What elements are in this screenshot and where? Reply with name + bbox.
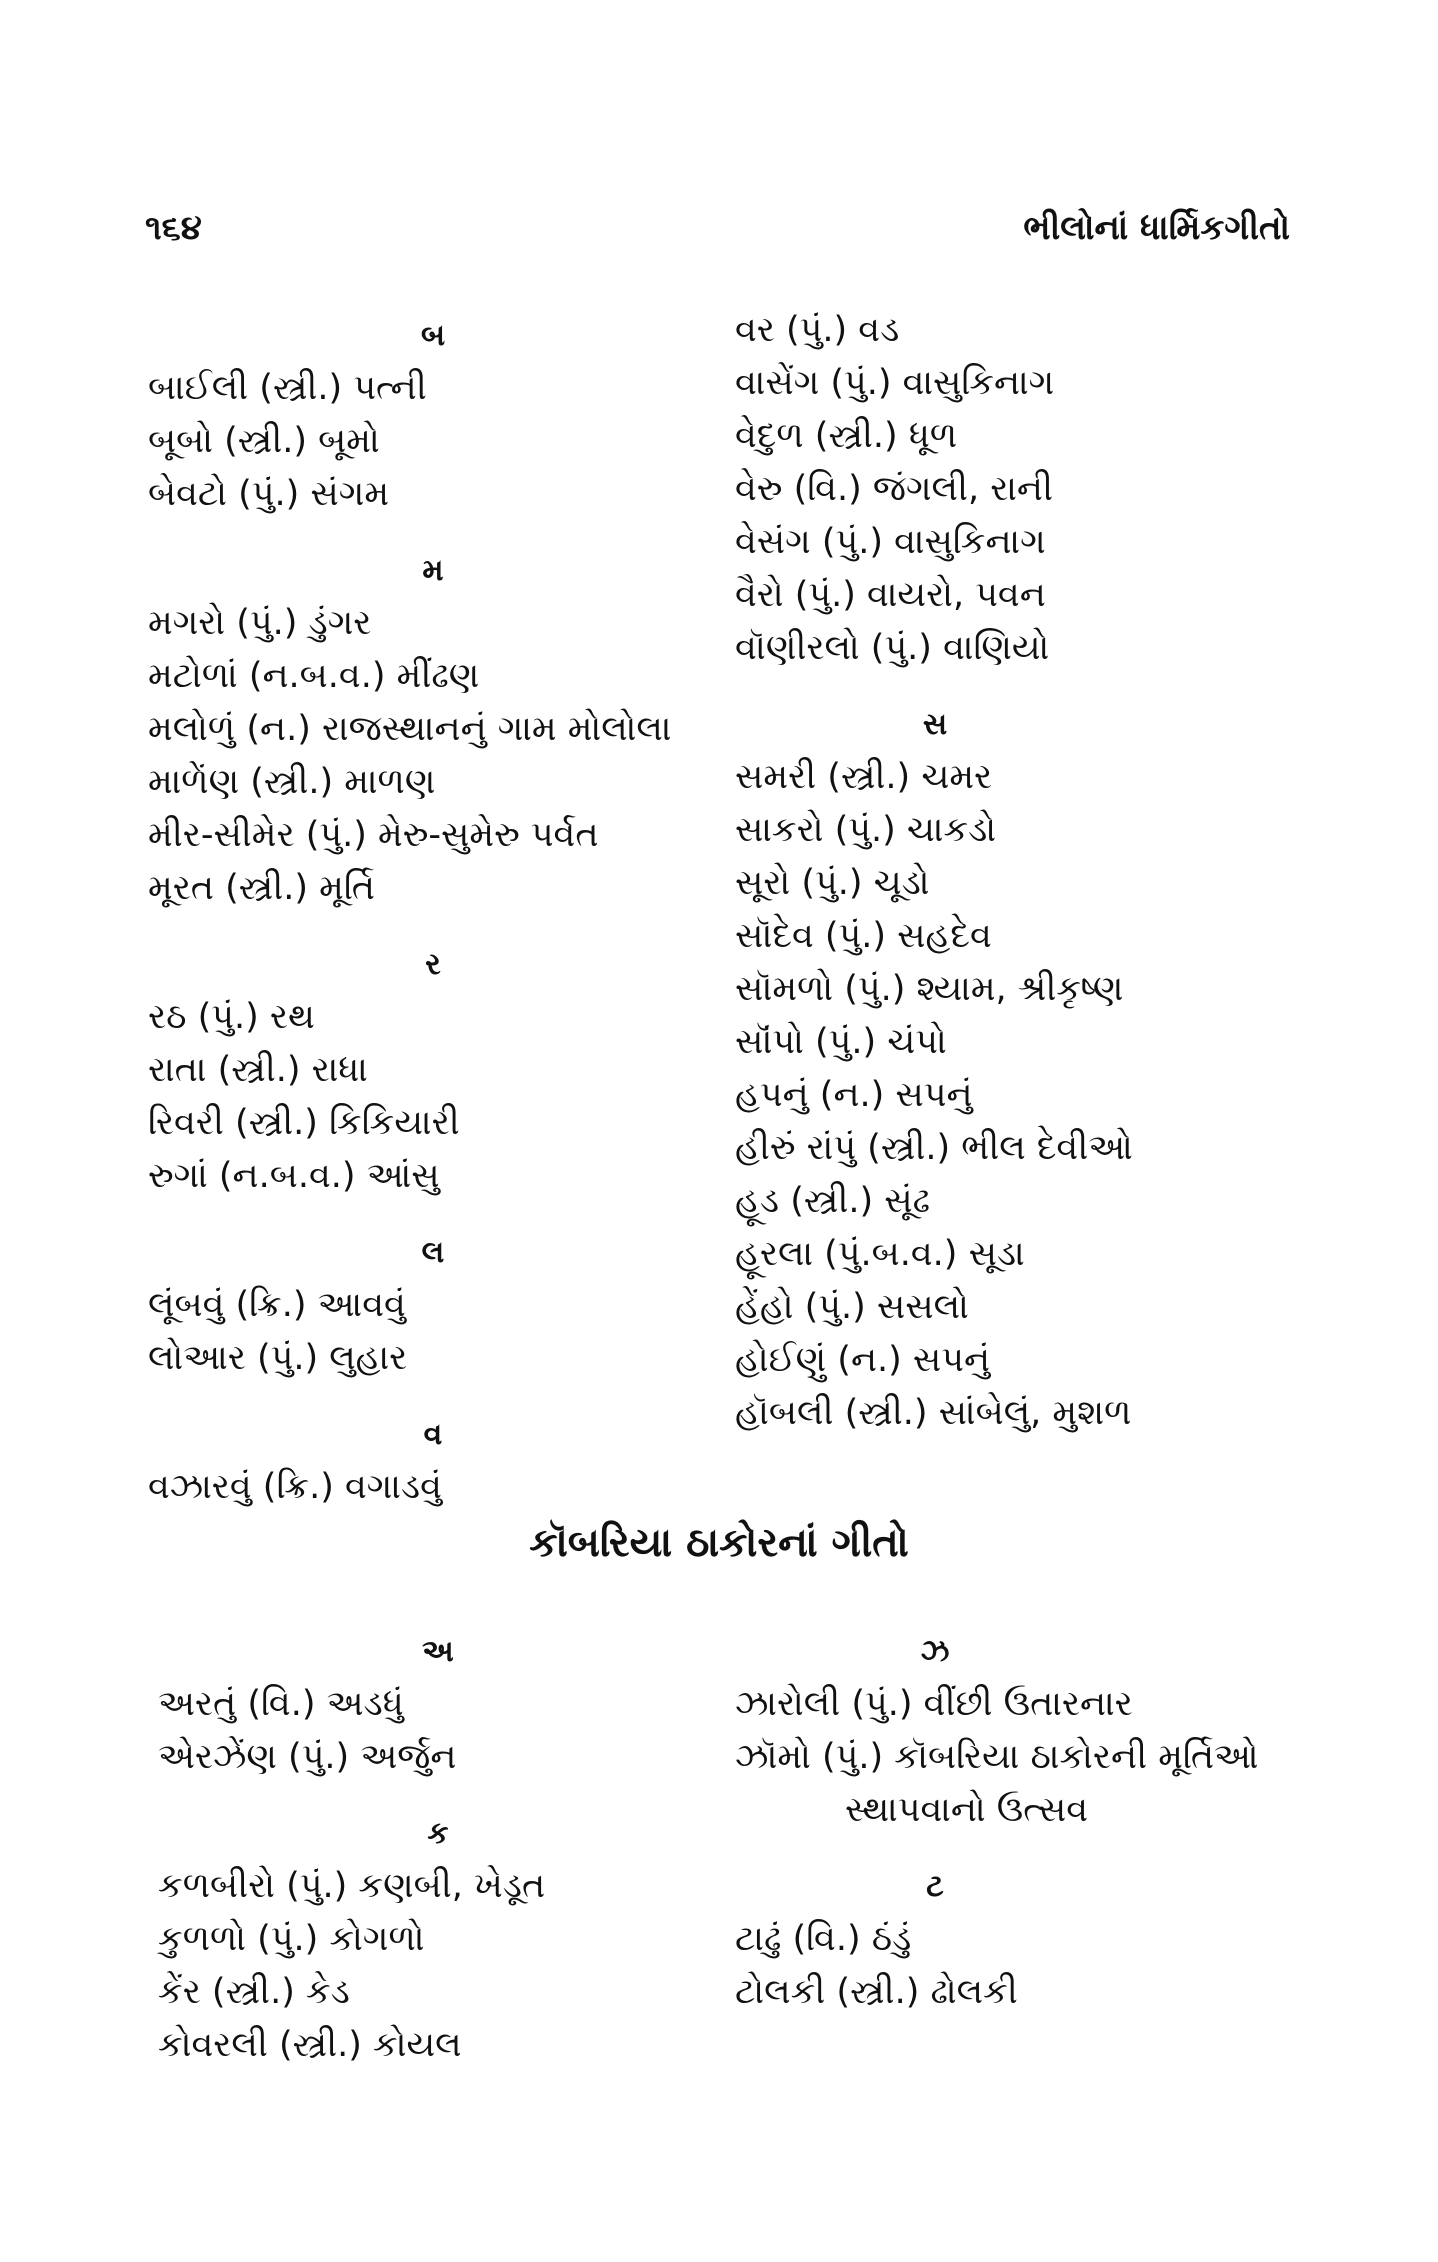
glossary-entry: હૂડ (સ્ત્રી.) સૂંઢ [735, 1181, 931, 1221]
glossary-entry: વેસંગ (પું.) વાસુકિનાગ [735, 522, 1046, 562]
glossary-entry: કેંર (સ્ત્રી.) કેડ [158, 1972, 350, 2012]
glossary-section [735, 1626, 1305, 1855]
glossary-entry: રુગાં (ન.બ.વ.) આંસુ [148, 1156, 440, 1196]
glossary-entry: મગરો (પું.) ડુંગર [148, 603, 372, 643]
glossary-section [735, 1861, 1305, 2037]
glossary-entry: હૂરલા (પું.બ.વ.) સૂડા [735, 1234, 1025, 1274]
glossary-entry: બાઈલી (સ્ત્રી.) પત્ની [148, 368, 427, 408]
glossary-entry: હીરું રાંપું (સ્ત્રી.) ભીલ દેવીઓ [735, 1128, 1133, 1168]
section-letter: સ [922, 707, 948, 742]
glossary-entry: રાતા (સ્ત્રી.) રાધા [148, 1050, 368, 1090]
glossary-entry: મૂરત (સ્ત્રી.) મૂર્તિ [148, 868, 376, 908]
glossary-section [148, 545, 718, 933]
section-gap [158, 1784, 718, 1802]
section-gap [735, 675, 1305, 693]
glossary-entry: સૉંપો (પું.) ચંપો [735, 1022, 947, 1062]
glossary-section [148, 1409, 718, 1532]
section-letter: અ [422, 1634, 454, 1669]
glossary-section [158, 1808, 718, 2090]
glossary-section [148, 310, 718, 539]
section-letter: વ [423, 1417, 443, 1452]
glossary-section [148, 1227, 718, 1403]
section-letter: લ [421, 1235, 445, 1270]
page-number: ૧૬૪ [145, 208, 202, 248]
glossary-entry: અરતું (વિ.) અડધું [158, 1684, 404, 1724]
glossary-entry: સૉદેવ (પું.) સહદેવ [735, 916, 992, 956]
glossary-entry-continuation: સ્થાપવાનો ઉત્સવ [845, 1790, 1089, 1830]
glossary-entry: લોઆર (પું.) લુહાર [148, 1338, 408, 1378]
glossary-section [158, 1626, 718, 1802]
glossary-entry: સમરી (સ્ત્રી.) ચમર [735, 757, 993, 797]
section-gap [148, 915, 718, 933]
glossary-entry: ઝૉમો (પું.) કૉબરિયા ઠાકોરની મૂર્તિઓ [735, 1737, 1259, 1777]
bhil-glossary-right-column [735, 304, 1305, 1458]
glossary-entry: હપનું (ન.) સપનું [735, 1075, 973, 1115]
section-gap [148, 521, 718, 539]
bhil-glossary-left-column [148, 304, 718, 1532]
kobariya-glossary-left-column [158, 1620, 718, 2090]
glossary-section [735, 699, 1305, 1458]
glossary-entry: રઠ (પું.) રથ [148, 997, 315, 1037]
kobariya-glossary-right-column [735, 1620, 1305, 2037]
glossary-entry: વેરુ (વિ.) જંગલી, રાની [735, 469, 1053, 509]
glossary-entry: માળેંણ (સ્ત્રી.) માળણ [148, 762, 436, 802]
glossary-entry: રિવરી (સ્ત્રી.) કિકિયારી [148, 1103, 460, 1143]
glossary-entry: બૂબો (સ્ત્રી.) બૂમો [148, 421, 380, 461]
glossary-entry: હૉબલી (સ્ત્રી.) સાંબેલું, મુશળ [735, 1393, 1132, 1433]
glossary-entry: મલોળું (ન.) રાજસ્થાનનું ગામ મોલોલા [148, 709, 672, 749]
section-gap [158, 2072, 718, 2090]
glossary-entry: કુળળો (પું.) કોગળો [158, 1919, 425, 1959]
glossary-entry: વર (પું.) વડ [735, 310, 900, 350]
glossary-entry: એરઝેંણ (પું.) અર્જુન [158, 1737, 457, 1777]
glossary-section [735, 304, 1305, 693]
section-gap [735, 2019, 1305, 2037]
glossary-entry: સૉમળો (પું.) શ્યામ, શ્રીકૃષ્ણ [735, 969, 1124, 1009]
glossary-entry: મટોળાં (ન.બ.વ.) મીંઢણ [148, 656, 480, 696]
glossary-entry: સૂરો (પું.) ચૂડો [735, 863, 930, 903]
section-letter: ર [425, 947, 441, 982]
running-title: ભીલોનાં ધાર્મિકગીતો [1023, 208, 1290, 248]
section-letter: ક [427, 1816, 449, 1851]
glossary-entry: ટાઢું (વિ.) ઠંડું [735, 1919, 912, 1959]
glossary-entry: હોઈણું (ન.) સપનું [735, 1340, 991, 1380]
glossary-section [148, 939, 718, 1221]
section-letter: ઝ [920, 1634, 950, 1669]
section-letter: મ [422, 553, 444, 588]
glossary-entry: વૈરો (પું.) વાયરો, પવન [735, 575, 1046, 615]
glossary-entry: હેંહો (પું.) સસલો [735, 1287, 969, 1327]
glossary-entry: વાસેંગ (પું.) વાસુકિનાગ [735, 363, 1055, 403]
glossary-entry: વૉણીરલો (પું.) વાણિયો [735, 628, 1050, 668]
glossary-entry: કળબીરો (પું.) કણબી, ખેડૂત [158, 1866, 546, 1906]
glossary-entry: સાકરો (પું.) ચાકડો [735, 810, 997, 850]
glossary-entry: બેવટો (પું.) સંગમ [148, 474, 390, 514]
section-letter: બ [420, 318, 446, 353]
glossary-entry: વઝારવું (ક્રિ.) વગાડવું [148, 1467, 442, 1507]
section-gap [148, 1385, 718, 1403]
glossary-entry: ટોલકી (સ્ત્રી.) ઢોલકી [735, 1972, 1018, 2012]
section-letter: ટ [926, 1869, 944, 1904]
section-gap [148, 1203, 718, 1221]
section-gap [735, 1440, 1305, 1458]
glossary-entry: ઝારોલી (પું.) વીંછી ઉતારનાર [735, 1684, 1133, 1724]
glossary-entry: કોવરલી (સ્ત્રી.) કોયલ [158, 2025, 462, 2065]
glossary-entry: વેદુળ (સ્ત્રી.) ધૂળ [735, 416, 958, 456]
glossary-entry: લૂંબવું (ક્રિ.) આવવું [148, 1285, 406, 1325]
glossary-entry: મીર-સીમેર (પું.) મેરુ-સુમેરુ પર્વત [148, 815, 599, 855]
section-gap [735, 1837, 1305, 1855]
section-heading: કૉબરિયા ઠાકોરનાં ગીતો [529, 1520, 909, 1566]
